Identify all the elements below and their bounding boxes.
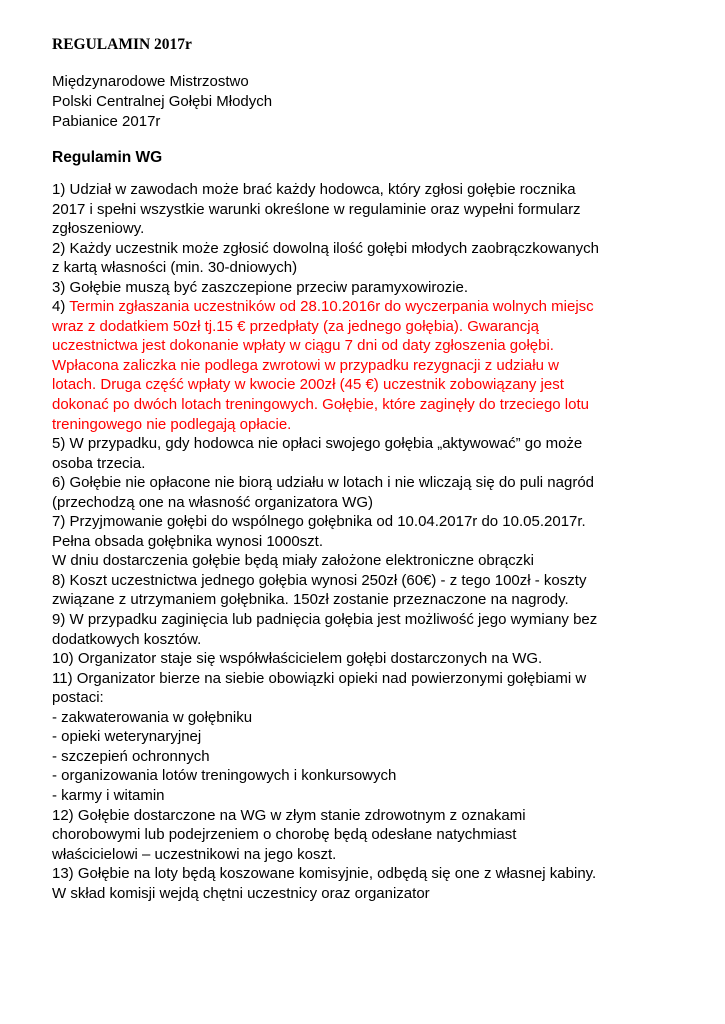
- line-text: - zakwaterowania w gołębniku: [52, 708, 253, 726]
- highlighted-text: uczestnictwa jest dokonanie wpłaty w ciągu 7 dni od daty zgłoszenia gołębi.: [52, 337, 554, 355]
- line-text: osoba trzecia.: [52, 454, 146, 472]
- document-line: [52, 845, 692, 865]
- highlighted-text: wraz z dodatkiem 50zł tj.15 € przedpłaty (za jednego gołębia). Gwarancją: [52, 317, 539, 335]
- document-line: [52, 571, 692, 591]
- document-line: [52, 512, 692, 532]
- line-text: 9) W przypadku zaginięcia lub padnięcia gołębia jest możliwość jego wymiany bez: [52, 611, 598, 629]
- line-text: 13) Gołębie na loty będą koszowane komisyjnie, odbędą się one z własnej kabiny.: [52, 865, 597, 883]
- document-line: [52, 786, 692, 806]
- document-line: [52, 708, 692, 728]
- document-line: [52, 356, 692, 376]
- header-line-event: Międzynarodowe Mistrzostwo: [52, 73, 249, 90]
- header-line-region: Polski Centralnej Gołębi Młodych: [52, 93, 273, 110]
- document-line: [52, 200, 692, 220]
- line-text: - karmy i witamin: [52, 786, 165, 804]
- document-line: [52, 747, 692, 767]
- document-line: [52, 630, 692, 650]
- highlighted-text: Termin zgłaszania uczestników od 28.10.2016r do wyczerpania wolnych miejsc: [69, 298, 594, 316]
- line-text: dodatkowych kosztów.: [52, 630, 202, 648]
- document-line: [52, 454, 692, 474]
- document-line: [52, 473, 692, 493]
- document-line: [52, 551, 692, 571]
- line-text: Pełna obsada gołębnika wynosi 1000szt.: [52, 532, 324, 550]
- document-line: [52, 610, 692, 630]
- line-text: 1) Udział w zawodach może brać każdy hodowca, który zgłosi gołębie rocznika: [52, 181, 576, 198]
- highlighted-text: dokonać po dwóch lotach treningowych. Gołębie, które zaginęły do trzeciego lotu: [52, 396, 589, 414]
- document-line: [52, 864, 692, 884]
- header-block: [52, 72, 272, 132]
- regulation-body: [52, 180, 692, 903]
- document-line: [52, 669, 692, 689]
- highlighted-text: Wpłacona zaliczka nie podlega zwrotowi w przypadku rezygnacji z udziału w: [52, 356, 559, 374]
- document-line: [52, 415, 692, 435]
- line-text: zgłoszeniowy.: [52, 220, 145, 238]
- line-text: - szczepień ochronnych: [52, 747, 210, 765]
- line-text: W dniu dostarczenia gołębie będą miały założone elektroniczne obrączki: [52, 552, 534, 570]
- line-text: 12) Gołębie dostarczone na WG w złym stanie zdrowotnym z oznakami: [52, 806, 526, 824]
- document-line: [52, 884, 692, 904]
- line-text: 4): [52, 298, 70, 316]
- document-line: [52, 278, 692, 298]
- highlighted-text: lotach. Druga część wpłaty w kwocie 200zł (45 €) uczestnik zobowiązany jest: [52, 376, 564, 394]
- document-line: [52, 590, 692, 610]
- document-line: [52, 239, 692, 259]
- line-text: (przechodzą one na własność organizatora WG): [52, 493, 373, 511]
- header-line-place-year: Pabianice 2017r: [52, 113, 161, 130]
- line-text: postaci:: [52, 689, 104, 707]
- line-text: właścicielowi – uczestnikowi na jego koszt.: [52, 845, 337, 863]
- line-text: 2) Każdy uczestnik może zgłosić dowolną ilość gołębi młodych zaobrączkowanych: [52, 239, 599, 257]
- highlighted-text: treningowego nie podlegają opłacie.: [52, 415, 292, 433]
- document-line: [52, 688, 692, 708]
- line-text: 10) Organizator staje się współwłaścicielem gołębi dostarczonych na WG.: [52, 650, 543, 668]
- line-text: 2017 i spełni wszystkie warunki określone w regulaminie oraz wypełni formularz: [52, 200, 581, 218]
- document-line: [52, 317, 692, 337]
- line-text: z kartą własności (min. 30-dniowych): [52, 259, 298, 277]
- document-line: [52, 766, 692, 786]
- document-line: [52, 434, 692, 454]
- document-title: REGULAMIN 2017r: [52, 36, 192, 53]
- line-text: 6) Gołębie nie opłacone nie biorą udziału w lotach i nie wliczają się do puli nagród: [52, 474, 594, 492]
- document-line: [52, 493, 692, 513]
- document-line: [52, 258, 692, 278]
- section-title: Regulamin WG: [52, 149, 163, 166]
- document-line: [52, 649, 692, 669]
- document-line: [52, 395, 692, 415]
- document-line: [52, 806, 692, 826]
- document-line: [52, 375, 692, 395]
- document-line: [52, 727, 692, 747]
- document-line: [52, 297, 692, 317]
- document-line: [52, 180, 692, 200]
- line-text: 5) W przypadku, gdy hodowca nie opłaci swojego gołębia „aktywować” go może: [52, 435, 583, 453]
- line-text: 3) Gołębie muszą być zaszczepione przeciw paramyxowirozie.: [52, 278, 469, 296]
- line-text: W skład komisji wejdą chętni uczestnicy oraz organizator: [52, 884, 430, 902]
- line-text: chorobowymi lub podejrzeniem o chorobę będą odesłane natychmiast: [52, 826, 517, 844]
- document-line: [52, 825, 692, 845]
- document-line: [52, 532, 692, 552]
- document-line: [52, 336, 692, 356]
- line-text: 11) Organizator bierze na siebie obowiązki opieki nad powierzonymi gołębiami w: [52, 669, 587, 687]
- line-text: związane z utrzymaniem gołębnika. 150zł zostanie przeznaczone na nagrody.: [52, 591, 569, 609]
- line-text: 8) Koszt uczestnictwa jednego gołębia wynosi 250zł (60€) - z tego 100zł - koszty: [52, 571, 587, 589]
- line-text: 7) Przyjmowanie gołębi do wspólnego gołębnika od 10.04.2017r do 10.05.2017r.: [52, 513, 586, 531]
- line-text: - organizowania lotów treningowych i konkursowych: [52, 767, 397, 785]
- document-line: [52, 219, 692, 239]
- line-text: - opieki weterynaryjnej: [52, 728, 202, 746]
